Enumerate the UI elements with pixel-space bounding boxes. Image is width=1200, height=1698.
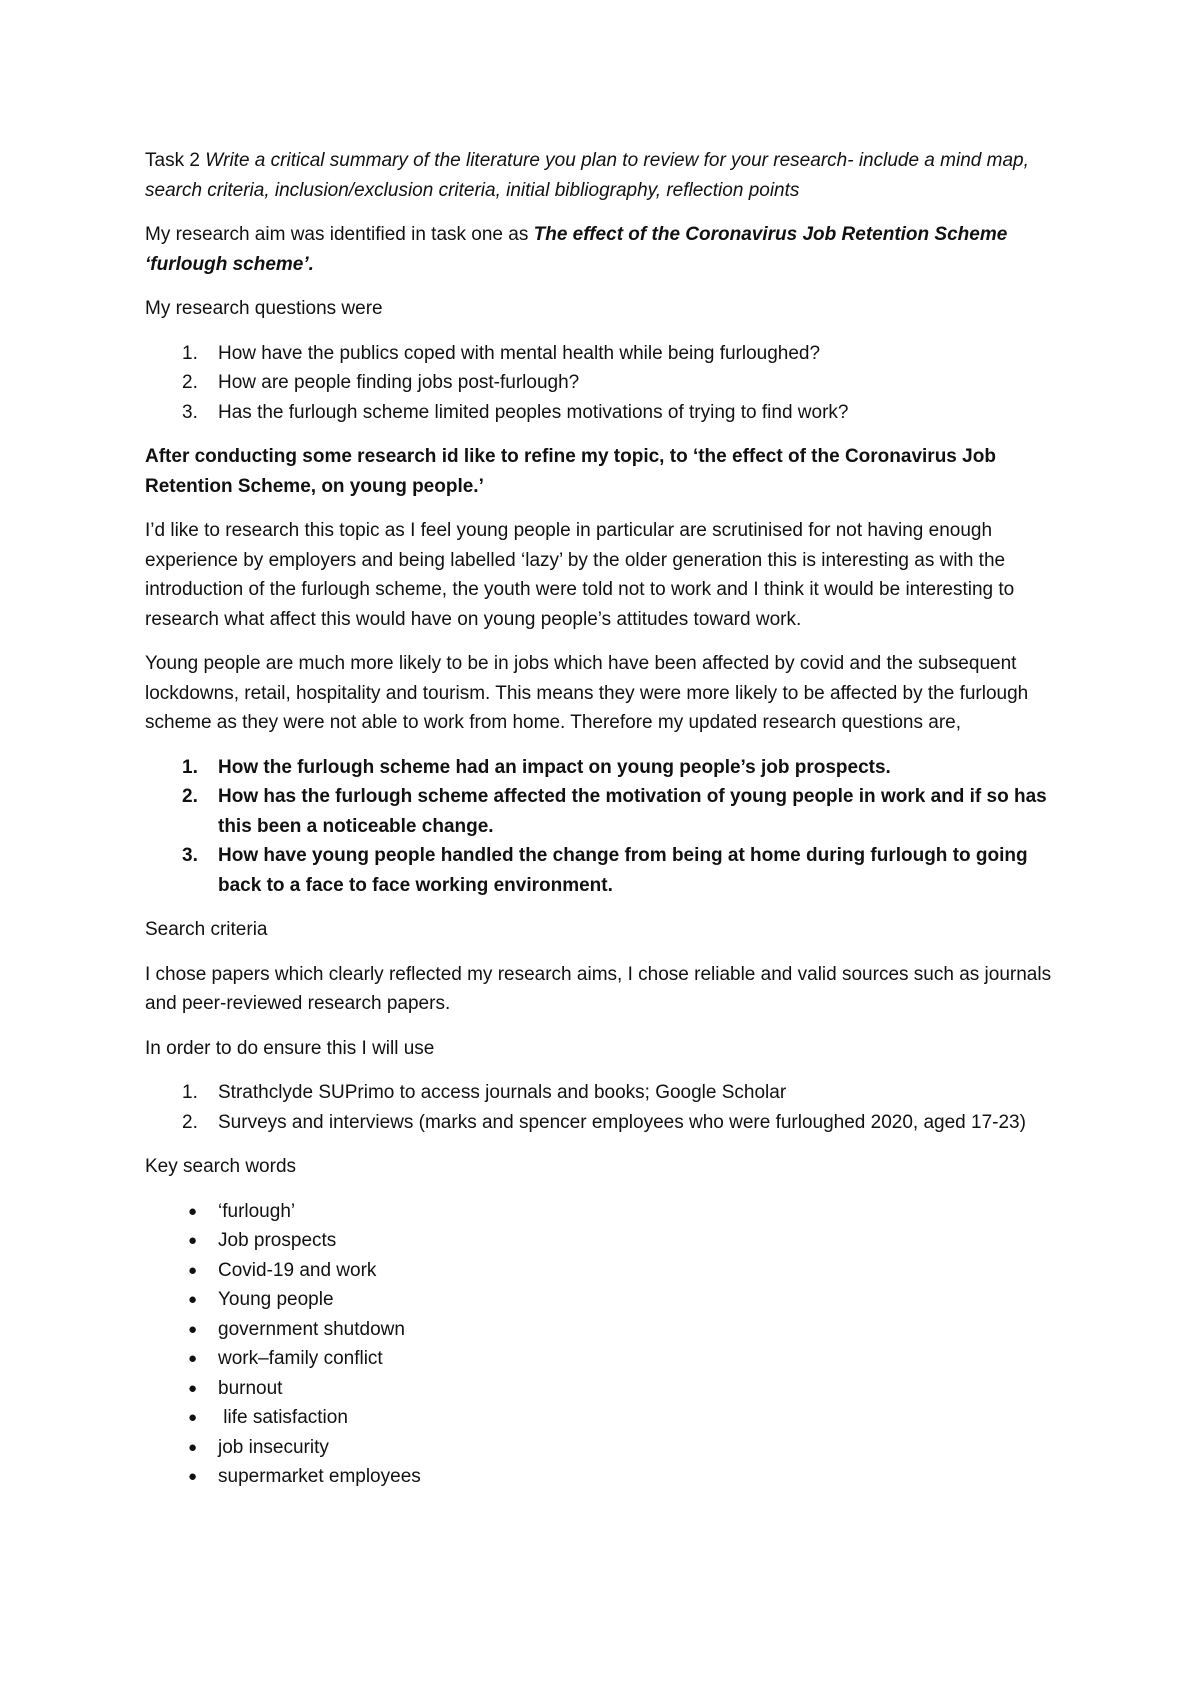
list-item: 3. How have young people handled the change from being at home during furlough to going back to a face to face working environment. [182, 845, 1028, 896]
updated-questions-list [145, 753, 1070, 901]
rationale-paragraph: I’d like to research this topic as I feel young people in particular are scrutinised for not having enough experience by employers and being labelled ‘lazy’ by the older generation this is interesting as with the introduction of the furlough scheme, the youth were told not to work and I think it would be interesting to research what affect this would have on young people’s attitudes toward work. [145, 520, 1015, 630]
bullet-icon: ● [188, 1409, 198, 1426]
methods-intro: In order to do ensure this I will use [145, 1037, 435, 1059]
methods-list [145, 1078, 1070, 1137]
bullet-icon: ● [188, 1261, 198, 1279]
task-statement [145, 146, 1070, 205]
list-item: ● Young people [145, 1285, 1070, 1315]
bullet-icon: ● [188, 1350, 198, 1367]
questions-heading: My research questions were [145, 298, 383, 319]
keywords-list [145, 1197, 1070, 1492]
document-body [145, 146, 1070, 1507]
list-item: 2. How are people finding jobs post-furlough? [182, 372, 580, 393]
list-item: ● life satisfaction [145, 1403, 1070, 1433]
search-criteria-text: I chose papers which clearly reflected my research aims, I chose reliable and valid sources such as journals and peer-reviewed research papers. [145, 963, 1052, 1014]
list-item: ● job insecurity [145, 1433, 1070, 1463]
research-aim [145, 220, 1070, 279]
research-aim-intro: My research aim was identified in task one as [145, 224, 529, 245]
task-label: Task 2 [145, 150, 200, 171]
refined-topic: After conducting some research id like to refine my topic, to ‘the effect of the Coronavirus Job Retention Scheme, on young people.’ [145, 446, 996, 497]
search-criteria-heading: Search criteria [145, 919, 268, 940]
list-item: ● work–family conflict [145, 1344, 1070, 1374]
research-questions-list [145, 339, 1070, 428]
bullet-icon: ● [188, 1202, 198, 1220]
list-item: 2. How has the furlough scheme affected the motivation of young people in work and if so has this been a noticeable change. [182, 786, 1047, 837]
bullet-icon: ● [188, 1291, 198, 1308]
list-item: 1. Strathclyde SUPrimo to access journals and books; Google Scholar [182, 1082, 787, 1103]
list-item: 3. Has the furlough scheme limited peoples motivations of trying to find work? [182, 401, 849, 423]
context-paragraph: Young people are much more likely to be in jobs which have been affected by covid and the subsequent lockdowns, retail, hospitality and tourism. This means they were more likely to be affected by the furlough scheme as they were not able to work from home. Therefore my updated research questions are, [145, 653, 1029, 733]
research-aim-title: The effect of the Coronavirus Job Retention Scheme ‘furlough scheme’. [145, 224, 1008, 275]
bullet-icon: ● [188, 1379, 198, 1397]
list-item: ● Job prospects [145, 1226, 1070, 1256]
task-description: Write a critical summary of the literature you plan to review for your research- include a mind map, search criteria, inclusion/exclusion criteria, initial bibliography, reflection points [145, 150, 1029, 201]
keywords-heading: Key search words [145, 1156, 297, 1177]
list-item: ● supermarket employees [145, 1462, 1070, 1492]
list-item: 2. Surveys and interviews (marks and spencer employees who were furloughed 2020, aged 17-23) [182, 1111, 1026, 1133]
bullet-icon: ● [188, 1468, 198, 1485]
list-item: 1. How the furlough scheme had an impact on young people’s job prospects. [182, 756, 891, 778]
list-item: 1. How have the publics coped with mental health while being furloughed? [182, 342, 821, 364]
list-item: ● government shutdown [145, 1315, 1070, 1345]
bullet-icon: ● [188, 1438, 198, 1456]
list-item: ● burnout [145, 1374, 1070, 1404]
list-item: ● ‘furlough’ [145, 1197, 1070, 1227]
list-item: ● Covid-19 and work [145, 1256, 1070, 1286]
bullet-icon: ● [188, 1232, 198, 1249]
bullet-icon: ● [188, 1320, 198, 1338]
